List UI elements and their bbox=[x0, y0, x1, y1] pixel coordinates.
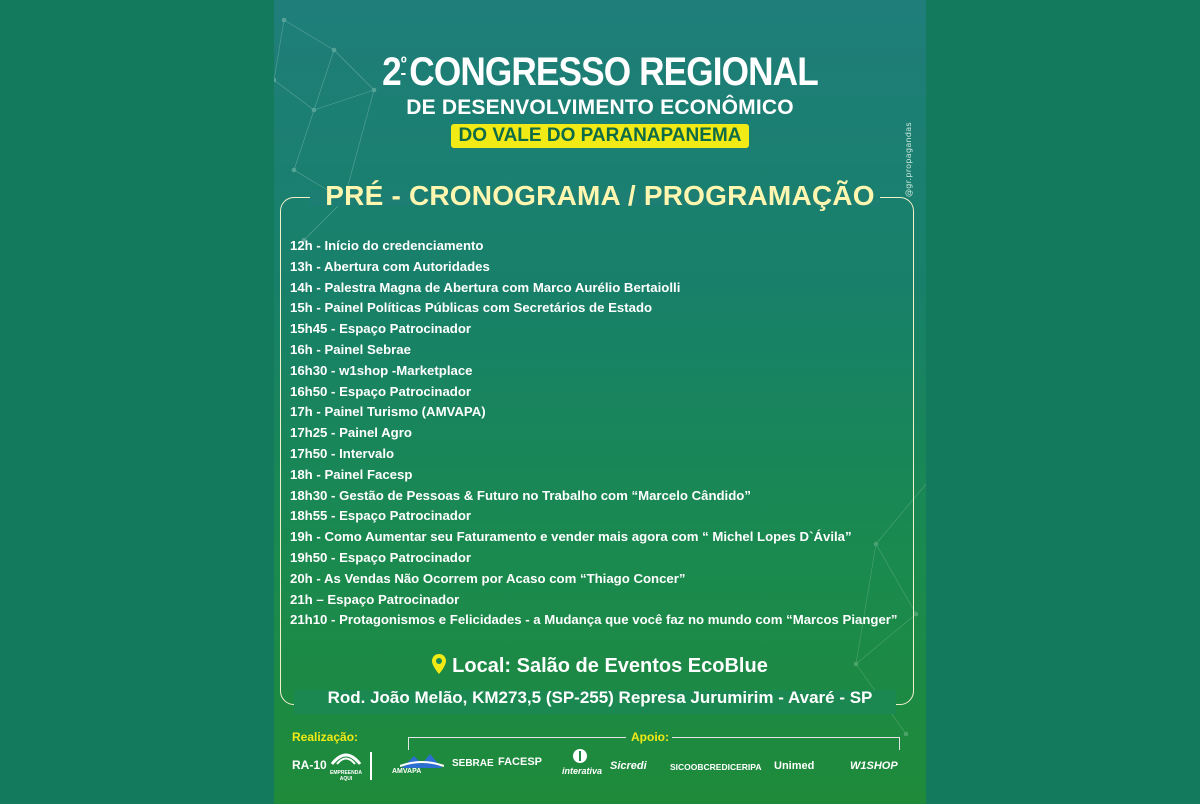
empreenda-aqui-mark-icon bbox=[330, 750, 362, 766]
logo-sicoob: SICOOBCREDICERIPA bbox=[670, 762, 762, 772]
footer-divider bbox=[370, 752, 372, 780]
schedule-item: 17h25 - Painel Agro bbox=[290, 425, 412, 441]
schedule-item: 16h30 - w1shop -Marketplace bbox=[290, 362, 473, 378]
location-title bbox=[274, 654, 926, 678]
empreenda-aqui-text: EMPREENDA AQUI bbox=[330, 770, 362, 782]
logo-amvapa: AMVAPA bbox=[392, 768, 422, 775]
section-title bbox=[274, 180, 926, 212]
schedule-item: 19h50 - Espaço Patrocinador bbox=[290, 549, 472, 565]
schedule-item: 16h50 - Espaço Patrocinador bbox=[290, 383, 472, 399]
title-ordinal-suffix: º bbox=[400, 53, 406, 73]
title-ordinal: 2 bbox=[382, 50, 401, 94]
schedule-item: 13h - Abertura com Autoridades bbox=[290, 258, 490, 274]
logo-unimed: Unimed bbox=[774, 760, 815, 772]
title-line2: DE DESENVOLVIMENTO ECONÔMICO bbox=[406, 96, 794, 119]
schedule-item: 21h – Espaço Patrocinador bbox=[290, 591, 460, 607]
congress-title bbox=[313, 48, 887, 96]
title-line3-wrap bbox=[274, 124, 926, 148]
schedule-item: 18h - Painel Facesp bbox=[290, 466, 413, 482]
logo-facesp: FACESP bbox=[498, 756, 543, 768]
schedule-item: 21h10 - Protagonismos e Felicidades - a Mudança que você faz no mundo com “Marcos Pianger” bbox=[290, 612, 898, 628]
schedule-item: 12h - Início do credenciamento bbox=[290, 238, 484, 253]
logo-w1shop: W1SHOP bbox=[850, 760, 898, 772]
logo-empreenda-aqui bbox=[330, 750, 362, 782]
schedule-item: 19h - Como Aumentar seu Faturamento e vender mais agora com “ Michel Lopes D`Ávila” bbox=[290, 529, 852, 545]
interativa-mark-icon bbox=[572, 748, 588, 764]
logo-sicredi: Sicredi bbox=[610, 760, 647, 772]
realizacao-label: Realização: bbox=[292, 730, 359, 744]
schedule-list bbox=[290, 236, 910, 631]
title-line3-badge: DO VALE DO PARANAPANEMA bbox=[451, 124, 750, 148]
social-handle: @gr.propagandas bbox=[904, 122, 913, 198]
apoio-label: Apoio: bbox=[631, 730, 669, 744]
logo-sebrae: SEBRAE bbox=[452, 758, 494, 769]
title-line1: CONGRESSO REGIONAL bbox=[409, 50, 818, 94]
section-title-text: PRÉ - CRONOGRAMA / PROGRAMAÇÃO bbox=[325, 180, 875, 211]
schedule-item: 18h30 - Gestão de Pessoas & Futuro no Trabalho com “Marcelo Cândido” bbox=[290, 487, 751, 503]
schedule-item: 15h45 - Espaço Patrocinador bbox=[290, 321, 472, 337]
schedule-item: 14h - Palestra Magna de Abertura com Marco Aurélio Bertaiolli bbox=[290, 279, 681, 295]
event-poster bbox=[274, 0, 926, 804]
logo-ra10: RA-10 bbox=[292, 758, 327, 772]
schedule-item: 18h55 - Espaço Patrocinador bbox=[290, 508, 472, 524]
map-pin-icon bbox=[432, 654, 446, 674]
schedule-item: 17h - Painel Turismo (AMVAPA) bbox=[290, 404, 486, 420]
logo-interativa: interativa bbox=[562, 766, 603, 776]
schedule-item: 15h - Painel Políticas Públicas com Secretários de Estado bbox=[290, 300, 653, 316]
location-label: Local: Salão de Eventos EcoBlue bbox=[452, 655, 768, 677]
schedule-item: 16h - Painel Sebrae bbox=[290, 341, 411, 357]
schedule-item: 17h50 - Intervalo bbox=[290, 445, 395, 461]
location-address: Rod. João Melão, KM273,5 (SP-255) Represa Jurumirim - Avaré - SP bbox=[327, 688, 873, 707]
schedule-item: 20h - As Vendas Não Ocorrem por Acaso com “Thiago Concer” bbox=[290, 570, 686, 586]
